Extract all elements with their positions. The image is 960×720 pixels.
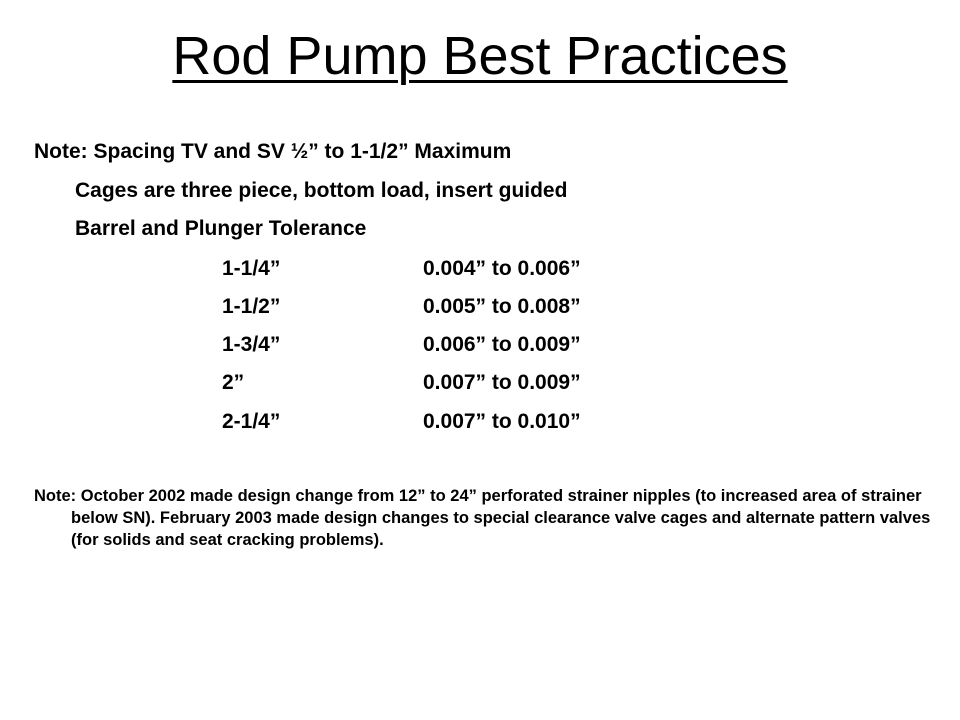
tolerance-size: 1-3/4” bbox=[222, 333, 281, 356]
tolerance-size: 2-1/4” bbox=[222, 410, 281, 433]
slide-title: Rod Pump Best Practices bbox=[172, 26, 788, 86]
footnote: Note: October 2002 made design change from 12” to 24” perforated strainer nipples (to increased area of strainer below SN). February 2003 made design changes to special clearance valve cages and alternate pattern valves (for solids and seat cracking problems). bbox=[34, 487, 931, 549]
tolerance-size: 1-1/4” bbox=[222, 257, 281, 280]
tolerance-row bbox=[222, 411, 822, 435]
tolerance-row bbox=[222, 258, 822, 282]
tolerance-row bbox=[222, 296, 822, 320]
tolerance-range: 0.004” to 0.006” bbox=[423, 257, 581, 280]
tolerance-range: 0.005” to 0.008” bbox=[423, 295, 581, 318]
tolerance-range: 0.006” to 0.009” bbox=[423, 333, 581, 356]
tolerance-size: 1-1/2” bbox=[222, 295, 281, 318]
tolerance-range: 0.007” to 0.009” bbox=[423, 371, 581, 394]
tolerance-size: 2” bbox=[222, 371, 245, 394]
tolerance-row bbox=[222, 334, 822, 358]
spacing-note: Note: Spacing TV and SV ½” to 1-1/2” Maximum bbox=[34, 140, 512, 163]
tolerance-range: 0.007” to 0.010” bbox=[423, 410, 581, 433]
cages-note: Cages are three piece, bottom load, insert guided bbox=[75, 179, 568, 202]
tolerance-row bbox=[222, 372, 822, 396]
tolerance-heading: Barrel and Plunger Tolerance bbox=[75, 217, 367, 240]
